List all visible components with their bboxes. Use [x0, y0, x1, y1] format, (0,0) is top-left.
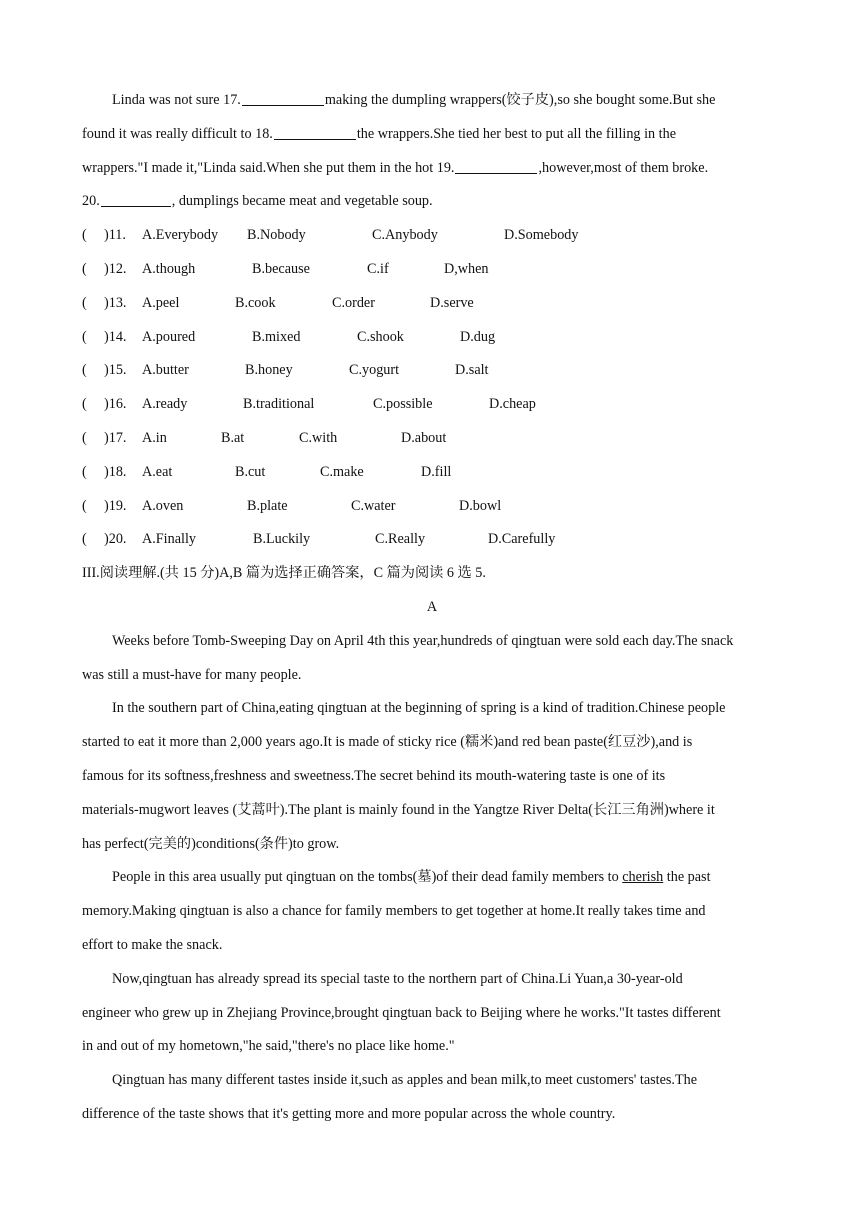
question-number: )17.: [104, 429, 127, 446]
option-b: B.honey: [245, 362, 293, 379]
option-d: D,when: [444, 260, 489, 277]
option-c: C.Really: [375, 531, 426, 548]
option-c: C.make: [320, 463, 364, 480]
cloze-text: , dumplings became meat and vegetable soup.: [171, 193, 433, 210]
question-number: )15.: [104, 362, 127, 379]
passage-line: started to eat it more than 2,000 years ago.It is made of sticky rice (糯米)and red bean paste(红豆沙),and is: [82, 734, 693, 751]
option-a: A.butter: [142, 362, 189, 379]
answer-blank-19: [455, 159, 537, 174]
answer-bracket[interactable]: (: [82, 227, 87, 244]
cloze-text: wrappers."I made it,"Linda said.When she put them in the hot 19.: [82, 159, 455, 176]
option-d: D.dug: [460, 328, 496, 345]
cloze-text: the wrappers.She tied her best to put all the filling in the: [356, 125, 676, 142]
option-d: D.Carefully: [488, 531, 556, 548]
option-a: A.eat: [142, 463, 173, 480]
option-c: C.water: [351, 497, 396, 514]
passage-line: Now,qingtuan has already spread its special taste to the northern part of China.Li Yuan,a 30-year-old: [112, 970, 683, 987]
passage-line: was still a must-have for many people.: [82, 666, 302, 683]
option-d: D.cheap: [489, 396, 536, 413]
answer-bracket[interactable]: (: [82, 463, 87, 480]
answer-blank-20: [101, 192, 171, 207]
cloze-text: ,however,most of them broke.: [538, 159, 709, 176]
passage-line: [82, 861, 782, 895]
option-a: A.Everybody: [142, 227, 219, 244]
option-c: C.Anybody: [372, 227, 438, 244]
option-b: B.cook: [235, 294, 276, 311]
option-c: C.shook: [357, 328, 404, 345]
option-a: A.in: [142, 429, 167, 446]
question-number: )20.: [104, 531, 127, 548]
option-d: D.serve: [430, 294, 474, 311]
cloze-line-2: [82, 118, 782, 152]
option-a: A.ready: [142, 396, 188, 413]
question-list: [82, 219, 782, 557]
option-d: D.Somebody: [504, 227, 579, 244]
option-b: B.cut: [235, 463, 266, 480]
answer-bracket[interactable]: (: [82, 531, 87, 548]
answer-bracket[interactable]: (: [82, 294, 87, 311]
question-number: )12.: [104, 260, 127, 277]
cloze-line-1: [82, 84, 782, 118]
section-heading: III.阅读理解.(共 15 分)A,B 篇为选择正确答案，C 篇为阅读 6 选 5.: [82, 565, 486, 582]
option-b: B.mixed: [252, 328, 301, 345]
passage-line: Qingtuan has many different tastes inside it,such as apples and bean milk,to meet customers' tastes.The: [112, 1072, 698, 1089]
passage-line: engineer who grew up in Zhejiang Province,brought qingtuan back to Beijing where he works."It tastes different: [82, 1004, 721, 1021]
question-number: )14.: [104, 328, 127, 345]
question-row: [82, 219, 782, 253]
passage-line: In the southern part of China,eating qingtuan at the beginning of spring is a kind of tradition.Chinese people: [112, 700, 726, 717]
option-b: B.Luckily: [253, 531, 311, 548]
option-b: B.Nobody: [247, 227, 306, 244]
option-a: A.oven: [142, 497, 184, 514]
option-a: A.poured: [142, 328, 196, 345]
passage-text: the past: [663, 869, 711, 886]
passage-line: difference of the taste shows that it's getting more and more popular across the whole country.: [82, 1105, 616, 1122]
cloze-line-4: [82, 185, 782, 219]
question-row: [82, 490, 782, 524]
option-d: D.fill: [421, 463, 452, 480]
option-a: A.though: [142, 260, 196, 277]
question-row: [82, 523, 782, 557]
cloze-text: 20.: [82, 193, 100, 210]
passage-line: in and out of my hometown,"he said,"there's no place like home.": [82, 1038, 455, 1055]
answer-blank-17: [242, 91, 324, 106]
answer-bracket[interactable]: (: [82, 497, 87, 514]
document-page: [82, 84, 782, 1132]
question-row: [82, 388, 782, 422]
underlined-word: cherish: [622, 869, 664, 886]
question-row: [82, 354, 782, 388]
passage-line: Weeks before Tomb-Sweeping Day on April 4th this year,hundreds of qingtuan were sold each day.The snack: [112, 632, 734, 649]
option-b: B.because: [252, 260, 310, 277]
option-c: C.order: [332, 294, 375, 311]
option-c: C.with: [299, 429, 338, 446]
question-row: [82, 253, 782, 287]
cloze-line-3: [82, 152, 782, 186]
answer-blank-18: [274, 125, 356, 140]
question-number: )18.: [104, 463, 127, 480]
question-row: [82, 456, 782, 490]
passage-label: A: [426, 598, 438, 615]
cloze-text: found it was really difficult to 18.: [82, 125, 273, 142]
answer-bracket[interactable]: (: [82, 260, 87, 277]
option-d: D.about: [401, 429, 447, 446]
cloze-text: Linda was not sure 17.: [112, 92, 241, 108]
question-number: )16.: [104, 396, 127, 413]
passage-line: has perfect(完美的)conditions(条件)to grow.: [82, 835, 340, 852]
passage-line: effort to make the snack.: [82, 936, 223, 953]
option-c: C.if: [367, 260, 389, 277]
answer-bracket[interactable]: (: [82, 429, 87, 446]
option-d: D.salt: [455, 362, 489, 379]
option-c: C.yogurt: [349, 362, 400, 379]
option-a: A.peel: [142, 294, 180, 311]
question-row: [82, 287, 782, 321]
answer-bracket[interactable]: (: [82, 362, 87, 379]
question-row: [82, 422, 782, 456]
option-b: B.at: [221, 429, 245, 446]
question-row: [82, 321, 782, 355]
passage-line: memory.Making qingtuan is also a chance for family members to get together at home.It really takes time and: [82, 903, 706, 920]
option-d: D.bowl: [459, 497, 502, 514]
question-number: )19.: [104, 497, 127, 514]
passage-text: People in this area usually put qingtuan on the tombs(墓)of their dead family members to: [112, 869, 623, 886]
cloze-text: making the dumpling wrappers(饺子皮),so she bought some.But she: [324, 92, 716, 108]
answer-bracket[interactable]: (: [82, 328, 87, 345]
answer-bracket[interactable]: (: [82, 396, 87, 413]
passage-line: famous for its softness,freshness and sweetness.The secret behind its mouth-watering taste is one of its: [82, 767, 666, 784]
question-number: )11.: [104, 227, 126, 244]
question-number: )13.: [104, 294, 127, 311]
option-b: B.traditional: [243, 396, 315, 413]
option-b: B.plate: [247, 497, 288, 514]
option-c: C.possible: [373, 396, 433, 413]
option-a: A.Finally: [142, 531, 196, 548]
passage-line: materials-mugwort leaves (艾蒿叶).The plant is mainly found in the Yangtze River Delta(长江三角洲)where it: [82, 801, 715, 818]
